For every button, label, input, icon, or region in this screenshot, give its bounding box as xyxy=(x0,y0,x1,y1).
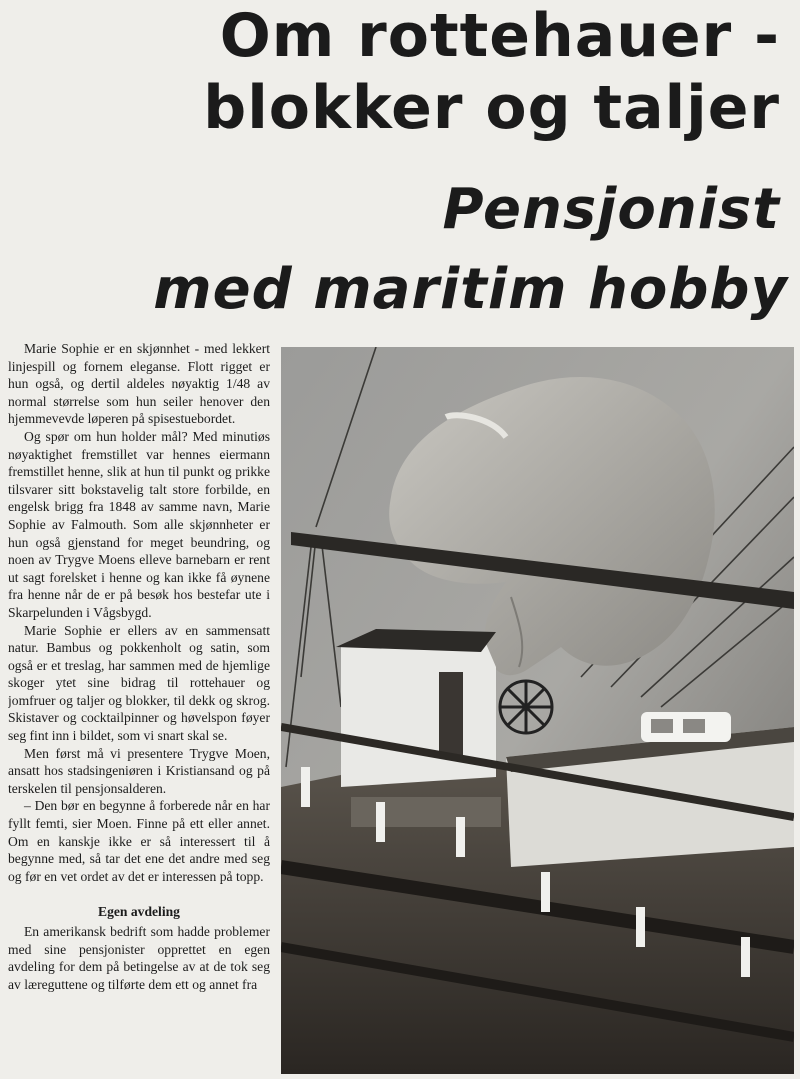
article-paragraph-4: Men først må vi presentere Trygve Moen, ansatt hos stadsingeniøren i Kristiansand og på terskelen til pensjonsalderen. xyxy=(8,745,270,796)
article-body xyxy=(8,340,270,1075)
subheadline-line-1: Pensjonist xyxy=(442,177,780,242)
deck-grating xyxy=(351,797,501,827)
headline-line-2: blokker og taljer xyxy=(203,73,780,143)
ship-model-photo xyxy=(281,347,794,1074)
article-paragraph-2: Og spør om hun holder mål? Med minutiøs nøyaktighet fremstillet var hennes eiermann fremstillet henne, slik at hun til punkt og prikke tilsvarer sitt bokstavelig talt store forbilde, en engelsk brigg fra 1848 av samme navn, Marie Sophie av Falmouth. Som alle skjønnheter er hun også gjenstand for meget beundring, og noen av Trygve Moens elleve barnebarn er rent ut sagt forelsket i henne og kan ikke få øynene fra henne når de er på besøk hos bestefar ute i Skarpelunden i Vågsbygd. xyxy=(8,428,270,620)
article-subheading: Egen avdeling xyxy=(98,904,180,920)
headline-line-1: Om rottehauer - xyxy=(219,1,780,71)
article-paragraph-3: Marie Sophie er ellers av en sammensatt natur. Bambus og pokkenholt og satin, som også er et treslag, har sammen med de hjemlige skoger ytet sine bidrag til rottehauer og jomfruer og taljer og blokker, til dekk og skrog. Skistaver og cocktailpinner og høvelspon føyer seg fint inn i bildet, som vi snart skal se. xyxy=(8,622,270,744)
ship-wheel xyxy=(500,681,552,733)
ship-model-illustration xyxy=(281,347,794,1074)
article-paragraph-5: – Den bør en begynne å forberede når en har fyllt femti, sier Moen. Finne på ett eller annet. Om en kanskje ikke er så interessert til å begynne med, så tar det ene det andre med seg og før en vet ordet av det er interessen på topp. xyxy=(8,798,270,884)
article-paragraph-6: En amerikansk bedrift som hadde problemer med sine pensjonister opprettet en egen avdeling for dem på betingelse av at de tok seg av læreguttene og tilførte dem ett og annet fra xyxy=(8,924,270,992)
subheadline-line-2: med maritim hobby xyxy=(153,257,788,322)
article-paragraph-1: Marie Sophie er en skjønnhet - med lekkert linjespill og fornem eleganse. Flott rigget er hun også, og dertil aldeles nøyaktig 1/48 av normal størrelse som hun seiler henover den hjemmevevde løperen på spisestuebordet. xyxy=(8,341,270,427)
